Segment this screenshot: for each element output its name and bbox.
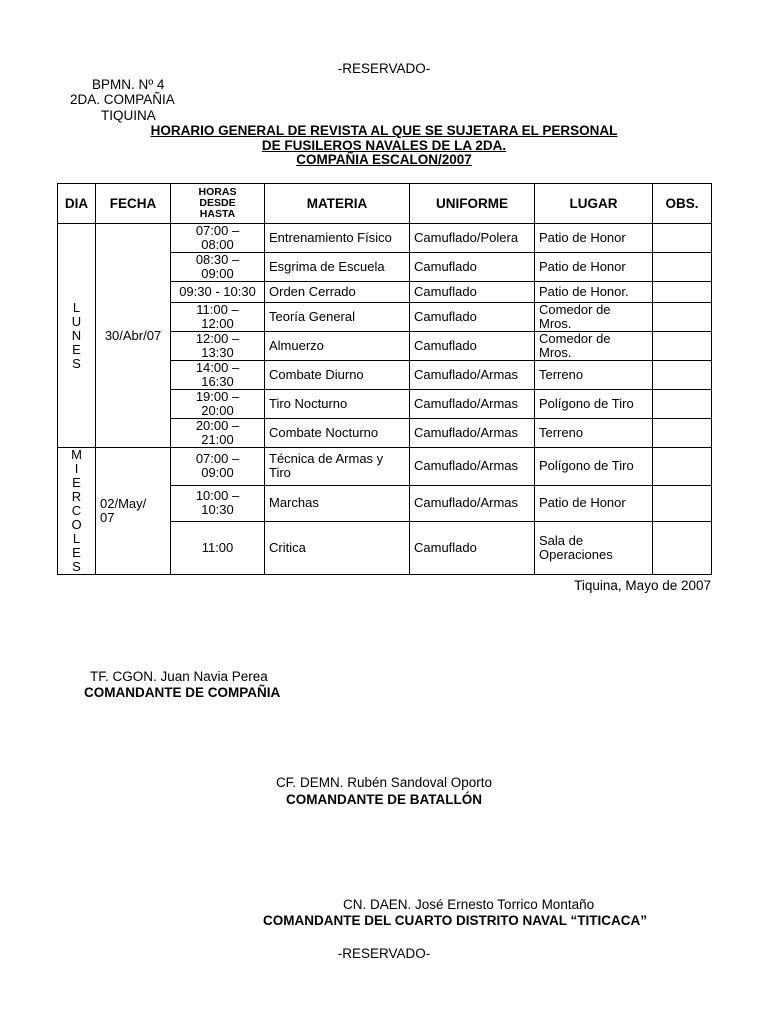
day-letter: U	[71, 313, 82, 329]
obs-cell	[653, 332, 712, 361]
uniforme-cell: Camuflado	[410, 332, 535, 361]
date-line: 07	[100, 510, 115, 525]
day-letter: M	[71, 447, 82, 462]
time-cell: 09:30 - 10:30	[171, 282, 265, 303]
time-cell: 19:00 – 20:00	[171, 390, 265, 419]
column-header-horas-line-1: HORAS	[198, 186, 237, 198]
uniforme-cell: Camuflado	[410, 282, 535, 303]
uniforme-cell: Camuflado/Armas	[410, 485, 535, 521]
column-header-obs: OBS.	[653, 184, 712, 224]
table-row	[58, 224, 712, 253]
uniforme-cell: Camuflado	[410, 253, 535, 282]
column-header-materia: MATERIA	[265, 184, 410, 224]
day-letter: L	[72, 299, 81, 315]
lugar-cell: Polígono de Tiro	[535, 390, 653, 419]
day-letter: S	[72, 559, 81, 574]
obs-cell	[653, 253, 712, 282]
table-row	[58, 448, 712, 486]
date-line: 02/May/	[100, 496, 147, 511]
signature-3-name: CN. DAEN. José Ernesto Torrico Montaño	[343, 897, 595, 912]
signature-2-name: CF. DEMN. Rubén Sandoval Oporto	[275, 775, 493, 790]
table-header-row	[58, 184, 712, 224]
day-letter: E	[72, 341, 81, 357]
column-header-horas-line-2: DESDE	[199, 197, 236, 209]
lugar-cell: Patio de Honor.	[535, 282, 653, 303]
schedule-table	[57, 183, 712, 575]
obs-cell	[653, 282, 712, 303]
materia-cell: Técnica de Armas y Tiro	[265, 448, 410, 486]
time-cell: 07:00 – 09:00	[171, 448, 265, 486]
obs-cell	[653, 448, 712, 486]
day-cell-miercoles	[58, 448, 96, 575]
obs-cell	[653, 521, 712, 574]
uniforme-cell: Camuflado/Armas	[410, 361, 535, 390]
column-header-horas-line-3: HASTA	[199, 208, 236, 220]
lugar-cell: Sala de Operaciones	[535, 521, 653, 574]
time-cell: 14:00 – 16:30	[171, 361, 265, 390]
obs-cell	[653, 303, 712, 332]
lugar-cell: Patio de Honor	[535, 224, 653, 253]
signature-2-title: COMANDANTE DE BATALLÓN	[286, 792, 482, 807]
uniforme-cell: Camuflado/Armas	[410, 419, 535, 448]
unit-name: BPMN. Nº 4	[92, 77, 165, 92]
column-header-uniforme: UNIFORME	[410, 184, 535, 224]
day-cell-lunes	[58, 224, 96, 448]
place-date: Tiquina, Mayo de 2007	[574, 578, 711, 593]
materia-cell: Tiro Nocturno	[265, 390, 410, 419]
day-letter: N	[71, 327, 82, 343]
materia-cell: Teoría General	[265, 303, 410, 332]
materia-cell: Entrenamiento Físico	[265, 224, 410, 253]
signature-1-name: TF. CGON. Juan Navia Perea	[90, 669, 268, 684]
day-letter: S	[72, 355, 81, 371]
materia-cell: Marchas	[265, 485, 410, 521]
lugar-cell: Terreno	[535, 361, 653, 390]
top-classification-mark: -RESERVADO-	[337, 61, 431, 76]
uniforme-cell: Camuflado/Armas	[410, 390, 535, 419]
time-cell: 08:30 – 09:00	[171, 253, 265, 282]
time-cell: 11:00	[171, 521, 265, 574]
obs-cell	[653, 361, 712, 390]
day-letter: O	[71, 517, 82, 532]
lugar-cell: Terreno	[535, 419, 653, 448]
materia-cell: Esgrima de Escuela	[265, 253, 410, 282]
day-letter: E	[72, 545, 81, 560]
materia-cell: Critica	[265, 521, 410, 574]
document-title-line-1: HORARIO GENERAL DE REVISTA AL QUE SE SUJETARA EL PERSONAL	[150, 123, 618, 138]
document-title-line-2: DE FUSILEROS NAVALES DE LA 2DA.	[261, 138, 507, 153]
obs-cell	[653, 485, 712, 521]
lugar-cell: Comedor de Mros.	[535, 303, 653, 332]
bottom-classification-mark: -RESERVADO-	[337, 946, 431, 961]
day-letter: I	[74, 461, 79, 476]
lugar-cell: Polígono de Tiro	[535, 448, 653, 486]
day-letter: E	[72, 475, 81, 490]
lugar-cell: Patio de Honor	[535, 253, 653, 282]
uniforme-cell: Camuflado	[410, 521, 535, 574]
date-cell-miercoles	[96, 448, 171, 575]
lugar-cell: Comedor de Mros.	[535, 332, 653, 361]
day-letter: R	[71, 489, 82, 504]
materia-cell: Combate Diurno	[265, 361, 410, 390]
time-cell: 20:00 – 21:00	[171, 419, 265, 448]
day-letter: C	[71, 503, 82, 518]
date-cell-lunes: 30/Abr/07	[96, 224, 171, 448]
obs-cell	[653, 224, 712, 253]
document-title-line-3: COMPAÑIA ESCALON/2007	[296, 152, 472, 167]
column-header-horas	[171, 184, 265, 224]
signature-1-title: COMANDANTE DE COMPAÑIA	[84, 685, 281, 700]
uniforme-cell: Camuflado/Armas	[410, 448, 535, 486]
column-header-dia: DIA	[58, 184, 96, 224]
time-cell: 07:00 – 08:00	[171, 224, 265, 253]
place-name: TIQUINA	[101, 108, 156, 123]
obs-cell	[653, 419, 712, 448]
time-cell: 11:00 – 12:00	[171, 303, 265, 332]
obs-cell	[653, 390, 712, 419]
day-letter: L	[72, 531, 81, 546]
time-cell: 12:00 – 13:30	[171, 332, 265, 361]
uniforme-cell: Camuflado/Polera	[410, 224, 535, 253]
column-header-lugar: LUGAR	[535, 184, 653, 224]
company-name: 2DA. COMPAÑIA	[70, 92, 175, 107]
time-cell: 10:00 – 10:30	[171, 485, 265, 521]
signature-3-title: COMANDANTE DEL CUARTO DISTRITO NAVAL “TITICACA”	[263, 913, 647, 928]
materia-cell: Orden Cerrado	[265, 282, 410, 303]
column-header-fecha: FECHA	[96, 184, 171, 224]
lugar-cell: Patio de Honor	[535, 485, 653, 521]
uniforme-cell: Camuflado	[410, 303, 535, 332]
materia-cell: Combate Nocturno	[265, 419, 410, 448]
materia-cell: Almuerzo	[265, 332, 410, 361]
